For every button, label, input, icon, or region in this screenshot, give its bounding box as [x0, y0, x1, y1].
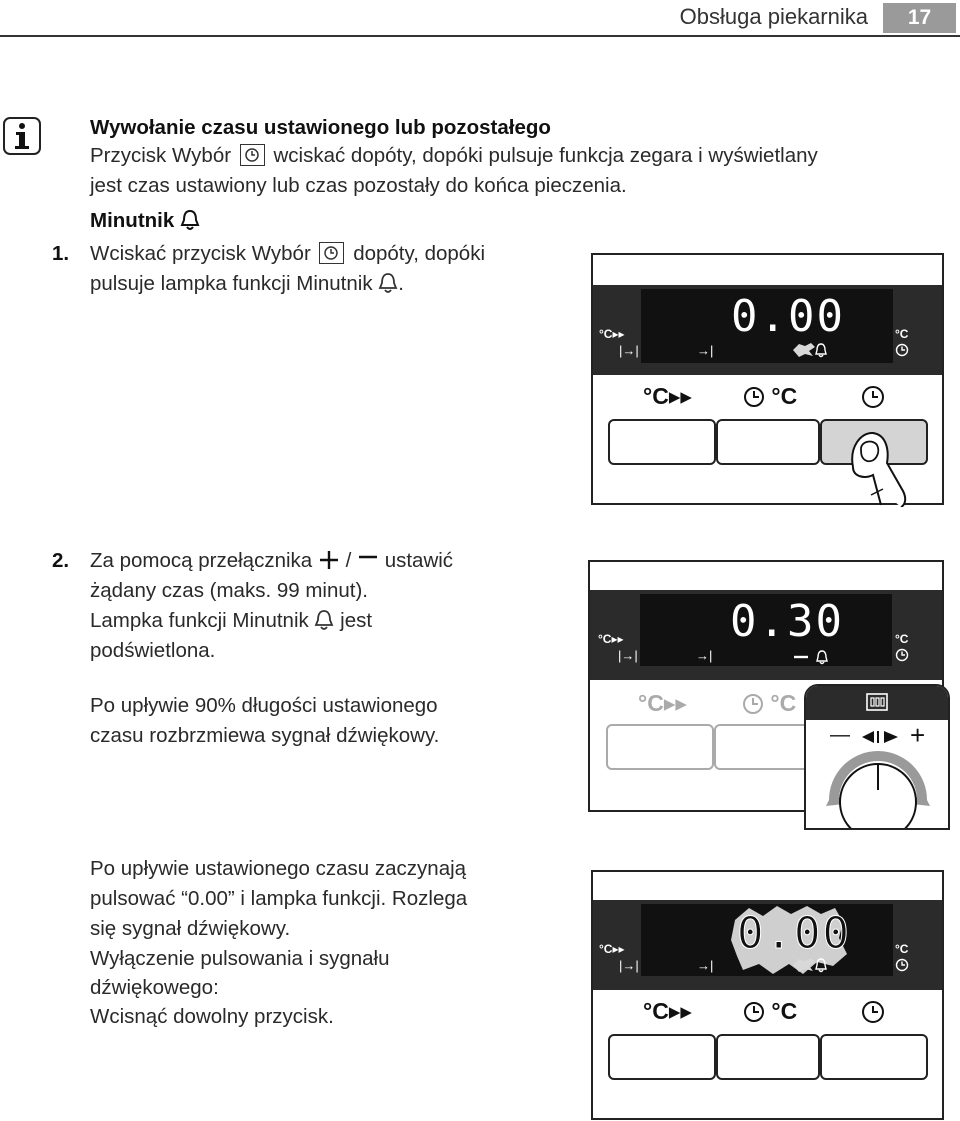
- header-rule: [0, 35, 960, 37]
- celsius-fast-heat-label: °C▸▸: [599, 327, 625, 341]
- finger-pressing-icon: [843, 427, 918, 507]
- info-line1-a: Przycisk Wybór: [90, 144, 232, 167]
- timer-icon: [866, 693, 888, 716]
- middle-button[interactable]: [716, 419, 820, 465]
- minute-minder-heading-text: Minutnik: [90, 209, 175, 232]
- clock-temp-icon: °C: [743, 383, 797, 410]
- celsius-fast-heat-label: °C▸▸: [599, 942, 625, 956]
- note2-line6: Wcisnąć dowolny przycisk.: [90, 1005, 334, 1028]
- bell-flash-indicator: [791, 341, 831, 364]
- step1-line1: [90, 239, 485, 269]
- celsius-right-label: °C: [895, 942, 909, 956]
- step2-line3-a: Lampka funkcji Minutnik: [90, 609, 309, 632]
- fast-heat-icon: °C▸▸: [643, 998, 692, 1024]
- lcd-time: 0.00: [731, 291, 845, 342]
- step1-line1-b: dopóty, dopóki: [353, 242, 486, 265]
- minute-minder-heading: [90, 206, 200, 240]
- info-line1: [90, 141, 818, 171]
- knob-panel: [804, 684, 950, 830]
- lcd-time: 0.00: [737, 908, 851, 959]
- step2-line4: podświetlona.: [90, 639, 216, 662]
- select-button-icon: [319, 242, 344, 264]
- note2-line4: Wyłączenie pulsowania i sygnału: [90, 947, 390, 970]
- oven-panel-1: [591, 253, 944, 505]
- celsius-right-label: °C: [895, 632, 909, 646]
- info-icon: [3, 117, 41, 155]
- bell-icon: [378, 272, 398, 303]
- knob-minus-label: —: [830, 724, 850, 746]
- step2-number: 2.: [52, 549, 70, 572]
- info-heading: Wywołanie czasu ustawionego lub pozostałego: [90, 116, 551, 139]
- clock-temp-icon: °C: [743, 998, 797, 1025]
- middle-button[interactable]: [716, 1034, 820, 1080]
- knob-direction-icon: [860, 730, 900, 749]
- oven-panel-3: [591, 870, 944, 1120]
- bell-on-indicator: [792, 648, 832, 671]
- note1-line2: czasu rozbrzmiewa sygnał dźwiękowy.: [90, 724, 440, 747]
- step2-line2: żądany czas (maks. 99 minut).: [90, 579, 368, 602]
- select-icon: [861, 1000, 885, 1029]
- duration-label: |→|: [619, 343, 639, 358]
- lcd-screen: [641, 904, 893, 976]
- select-button-icon: [240, 144, 265, 166]
- rotary-knob[interactable]: [822, 750, 934, 830]
- note2-line5: dźwiękowego:: [90, 976, 219, 999]
- clock-right-icon: [895, 648, 909, 667]
- bell-icon: [314, 609, 334, 640]
- header-title: Obsługa piekarnika: [679, 4, 868, 29]
- left-button[interactable]: [608, 419, 716, 465]
- left-button[interactable]: [606, 724, 714, 770]
- lcd-time: 0.30: [730, 596, 844, 647]
- info-line2: jest czas ustawiony lub czas pozostały do końca pieczenia.: [90, 174, 627, 197]
- lcd-screen: [641, 289, 893, 363]
- fast-heat-icon: °C▸▸: [638, 690, 687, 716]
- clock-right-icon: [895, 958, 909, 977]
- step1-line2-text: pulsuje lampka funkcji Minutnik: [90, 272, 373, 295]
- middle-button[interactable]: [714, 724, 814, 770]
- knob-plus-label: +: [910, 720, 926, 750]
- note2-line3: się sygnał dźwiękowy.: [90, 917, 291, 940]
- step2-line3: [90, 606, 372, 640]
- select-button[interactable]: [820, 1034, 928, 1080]
- step2-line1-b: ustawić: [384, 549, 454, 572]
- end-time-label: →|: [697, 958, 714, 973]
- bell-icon: [180, 209, 200, 240]
- page-number: 17: [883, 3, 956, 33]
- step1-line1-a: Wciskać przycisk Wybór: [90, 242, 311, 265]
- info-line1-b: wciskać dopóty, dopóki pulsuje funkcja zegara i wyświetlany: [273, 144, 818, 167]
- step1-number: 1.: [52, 242, 70, 265]
- clock-right-icon: [895, 343, 909, 362]
- note2-line1: Po upływie ustawionego czasu zaczynają: [90, 857, 467, 880]
- end-time-label: →|: [696, 648, 713, 663]
- left-button[interactable]: [608, 1034, 716, 1080]
- duration-label: |→|: [618, 648, 638, 663]
- lcd-screen: [640, 594, 892, 666]
- celsius-fast-heat-label: °C▸▸: [598, 632, 624, 646]
- step2-line1: [90, 546, 453, 580]
- step2-line3-b: jest: [340, 609, 373, 632]
- step2-line1-a: Za pomocą przełącznika: [90, 549, 313, 572]
- note1-line1: Po upływie 90% długości ustawionego: [90, 694, 438, 717]
- end-time-label: →|: [697, 343, 714, 358]
- clock-temp-icon: °C: [742, 690, 796, 717]
- step1-line2: [90, 269, 404, 303]
- note2-line2: pulsować “0.00” i lampka funkcji. Rozlega: [90, 887, 468, 910]
- fast-heat-icon: °C▸▸: [643, 383, 692, 409]
- select-icon: [861, 385, 885, 414]
- step2-line1-sep: /: [345, 549, 352, 572]
- bell-flash-indicator: [791, 956, 831, 979]
- celsius-right-label: °C: [895, 327, 909, 341]
- step1-line2-end: .: [398, 272, 404, 295]
- duration-label: |→|: [619, 958, 639, 973]
